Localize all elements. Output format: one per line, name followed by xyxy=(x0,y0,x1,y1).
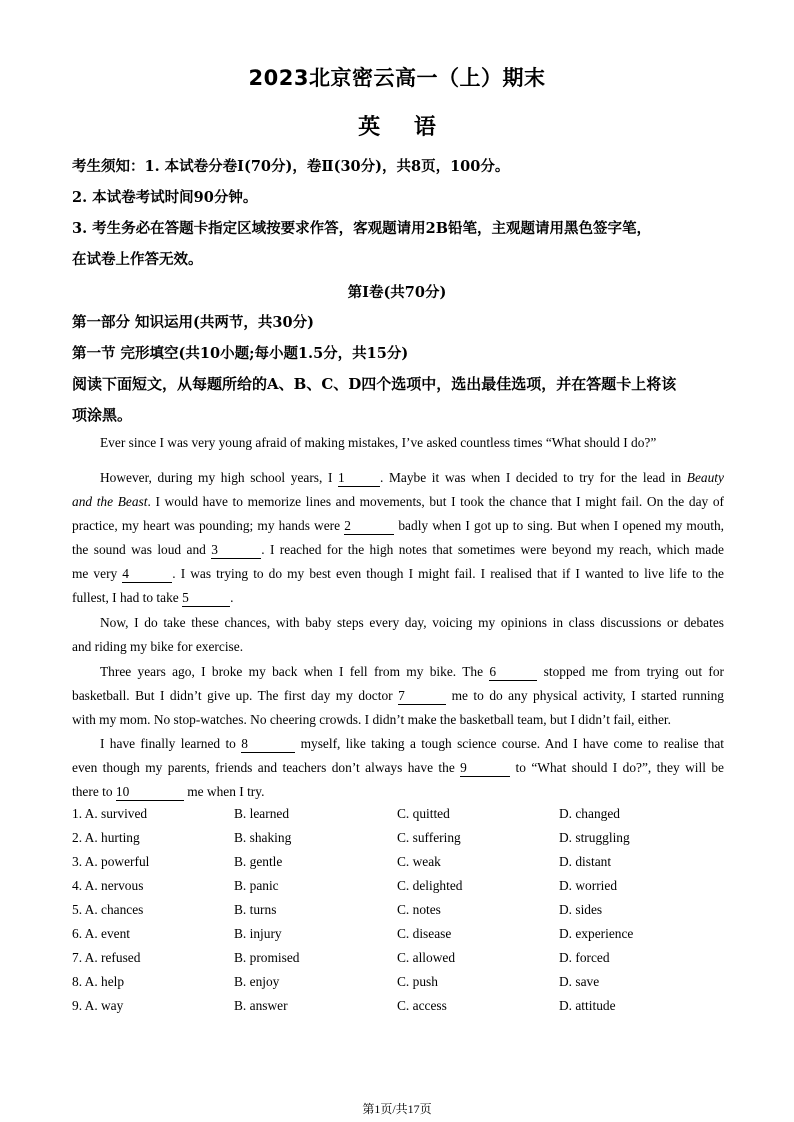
option-c: C. access xyxy=(397,998,447,1013)
notice-line-3: 3. 考生务必在答题卡指定区域按要求作答，客观题请用2B铅笔，主观题请用黑色签字笔， xyxy=(72,220,652,237)
blank-4: 4 xyxy=(122,566,172,583)
option-a: 7. A. refused xyxy=(72,950,141,965)
option-c: C. suffering xyxy=(397,830,461,845)
blank-9: 9 xyxy=(460,760,510,777)
option-a: 4. A. nervous xyxy=(72,878,144,893)
instruction-line-2: 项涂黑。 xyxy=(72,406,133,424)
passage-paragraph-3 xyxy=(72,611,724,659)
option-d: D. experience xyxy=(559,926,634,941)
option-a: 1. A. survived xyxy=(72,806,148,821)
passage-line: even though my parents, friends and teachers don’t always have the 9 to “What should I do?”, they will be xyxy=(72,760,724,775)
option-a: 2. A. hurting xyxy=(72,830,140,845)
option-a: 3. A. powerful xyxy=(72,854,150,869)
option-row xyxy=(72,926,732,950)
passage-line: basketball. But I didn’t give up. The first day my doctor 7 me to do any physical activity, I started running xyxy=(72,688,725,703)
option-a: 8. A. help xyxy=(72,974,125,989)
option-d: D. worried xyxy=(559,878,618,893)
notice-line-2: 2. 本试卷考试时间90分钟。 xyxy=(72,189,258,206)
option-c: C. disease xyxy=(397,926,452,941)
passage-paragraph-2 xyxy=(72,466,724,610)
option-row xyxy=(72,998,732,1022)
page-number: 第1页/共17页 xyxy=(362,1102,432,1116)
blank-3: 3 xyxy=(211,542,261,559)
option-b: B. enjoy xyxy=(234,974,280,989)
option-d: D. sides xyxy=(559,902,603,917)
option-d: D. struggling xyxy=(559,830,630,845)
option-c: C. notes xyxy=(397,902,441,917)
option-row xyxy=(72,878,732,902)
option-b: B. answer xyxy=(234,998,288,1013)
part-heading: 第一部分 知识运用(共两节，共30分) xyxy=(72,314,314,331)
passage-line: I have finally learned to 8 myself, like taking a tough science course. And I have come to realise that xyxy=(100,736,725,751)
passage-paragraph-5 xyxy=(72,732,724,804)
option-c: C. weak xyxy=(397,854,441,869)
option-c: C. push xyxy=(397,974,438,989)
option-d: D. distant xyxy=(559,854,612,869)
subject-title: 英 语 xyxy=(358,115,436,140)
option-b: B. injury xyxy=(234,926,282,941)
instruction-line-1: 阅读下面短文，从每题所给的A、B、C、D四个选项中，选出最佳选项，并在答题卡上将该 xyxy=(72,375,677,393)
notice-line-3-cont: 在试卷上作答无效。 xyxy=(72,251,203,268)
passage-line: However, during my high school years, I 1 . Maybe it was when I decided to try for the lead in Beauty xyxy=(100,470,724,485)
passage-line: practice, my heart was pounding; my hands were 2 badly when I got up to sing. But when I opened my mouth, xyxy=(72,518,724,533)
passage-line: fullest, I had to take 5 . xyxy=(72,590,234,605)
passage-paragraph-4 xyxy=(72,660,724,732)
blank-2: 2 xyxy=(344,518,394,535)
answer-options xyxy=(72,806,732,1022)
option-c: C. quitted xyxy=(397,806,450,821)
option-row xyxy=(72,950,732,974)
exam-title: 2023北京密云高一（上）期末 xyxy=(248,66,546,90)
volume-heading: 第Ⅰ卷(共70分) xyxy=(347,284,447,301)
option-a: 5. A. chances xyxy=(72,902,144,917)
option-c: C. allowed xyxy=(397,950,456,965)
passage-line: and riding my bike for exercise. xyxy=(72,639,244,654)
option-b: B. turns xyxy=(234,902,277,917)
blank-10: 10 xyxy=(116,784,184,801)
passage-line: with my mom. No stop-watches. No cheering crowds. I didn’t make the basketball team, but I didn’t fail, either. xyxy=(72,712,671,727)
passage-line: Three years ago, I broke my back when I fell from my bike. The 6 stopped me from trying out for xyxy=(100,664,724,679)
option-row xyxy=(72,974,732,998)
option-b: B. gentle xyxy=(234,854,283,869)
blank-6: 6 xyxy=(489,664,537,681)
option-row xyxy=(72,806,732,830)
option-b: B. learned xyxy=(234,806,290,821)
option-d: D. save xyxy=(559,974,600,989)
blank-8: 8 xyxy=(241,736,295,753)
option-d: D. changed xyxy=(559,806,620,821)
passage-line: Now, I do take these chances, with baby steps every day, voicing my opinions in class discussions or debates xyxy=(100,615,724,630)
section-heading: 第一节 完形填空(共10小题;每小题1.5分，共15分) xyxy=(72,345,409,362)
option-b: B. promised xyxy=(234,950,300,965)
option-d: D. attitude xyxy=(559,998,616,1013)
blank-7: 7 xyxy=(398,688,446,705)
passage-line: the sound was loud and 3 . I reached for the high notes that sometimes were beyond my reach, which made xyxy=(72,542,724,557)
passage-line: there to 10 me when I try. xyxy=(72,784,265,799)
blank-5: 5 xyxy=(182,590,230,607)
option-a: 9. A. way xyxy=(72,998,124,1013)
option-b: B. shaking xyxy=(234,830,292,845)
passage-paragraph-1 xyxy=(72,431,724,455)
option-a: 6. A. event xyxy=(72,926,131,941)
option-b: B. panic xyxy=(234,878,279,893)
option-row xyxy=(72,902,732,926)
passage-line: and the Beast. I would have to memorize lines and movements, but I took the chance that I might fail. On the day of xyxy=(72,494,725,509)
passage-line: me very 4 . I was trying to do my best even though I might fail. I realised that if I wanted to live life to the xyxy=(72,566,724,581)
option-c: C. delighted xyxy=(397,878,463,893)
notice-line-1: 考生须知：1. 本试卷分卷Ⅰ(70分)，卷Ⅱ(30分)，共8页，100分。 xyxy=(72,158,510,175)
passage-line: Ever since I was very young afraid of making mistakes, I’ve asked countless times “What should I do?” xyxy=(100,435,657,450)
option-row xyxy=(72,854,732,878)
option-d: D. forced xyxy=(559,950,610,965)
option-row xyxy=(72,830,732,854)
blank-1: 1 xyxy=(338,470,380,487)
